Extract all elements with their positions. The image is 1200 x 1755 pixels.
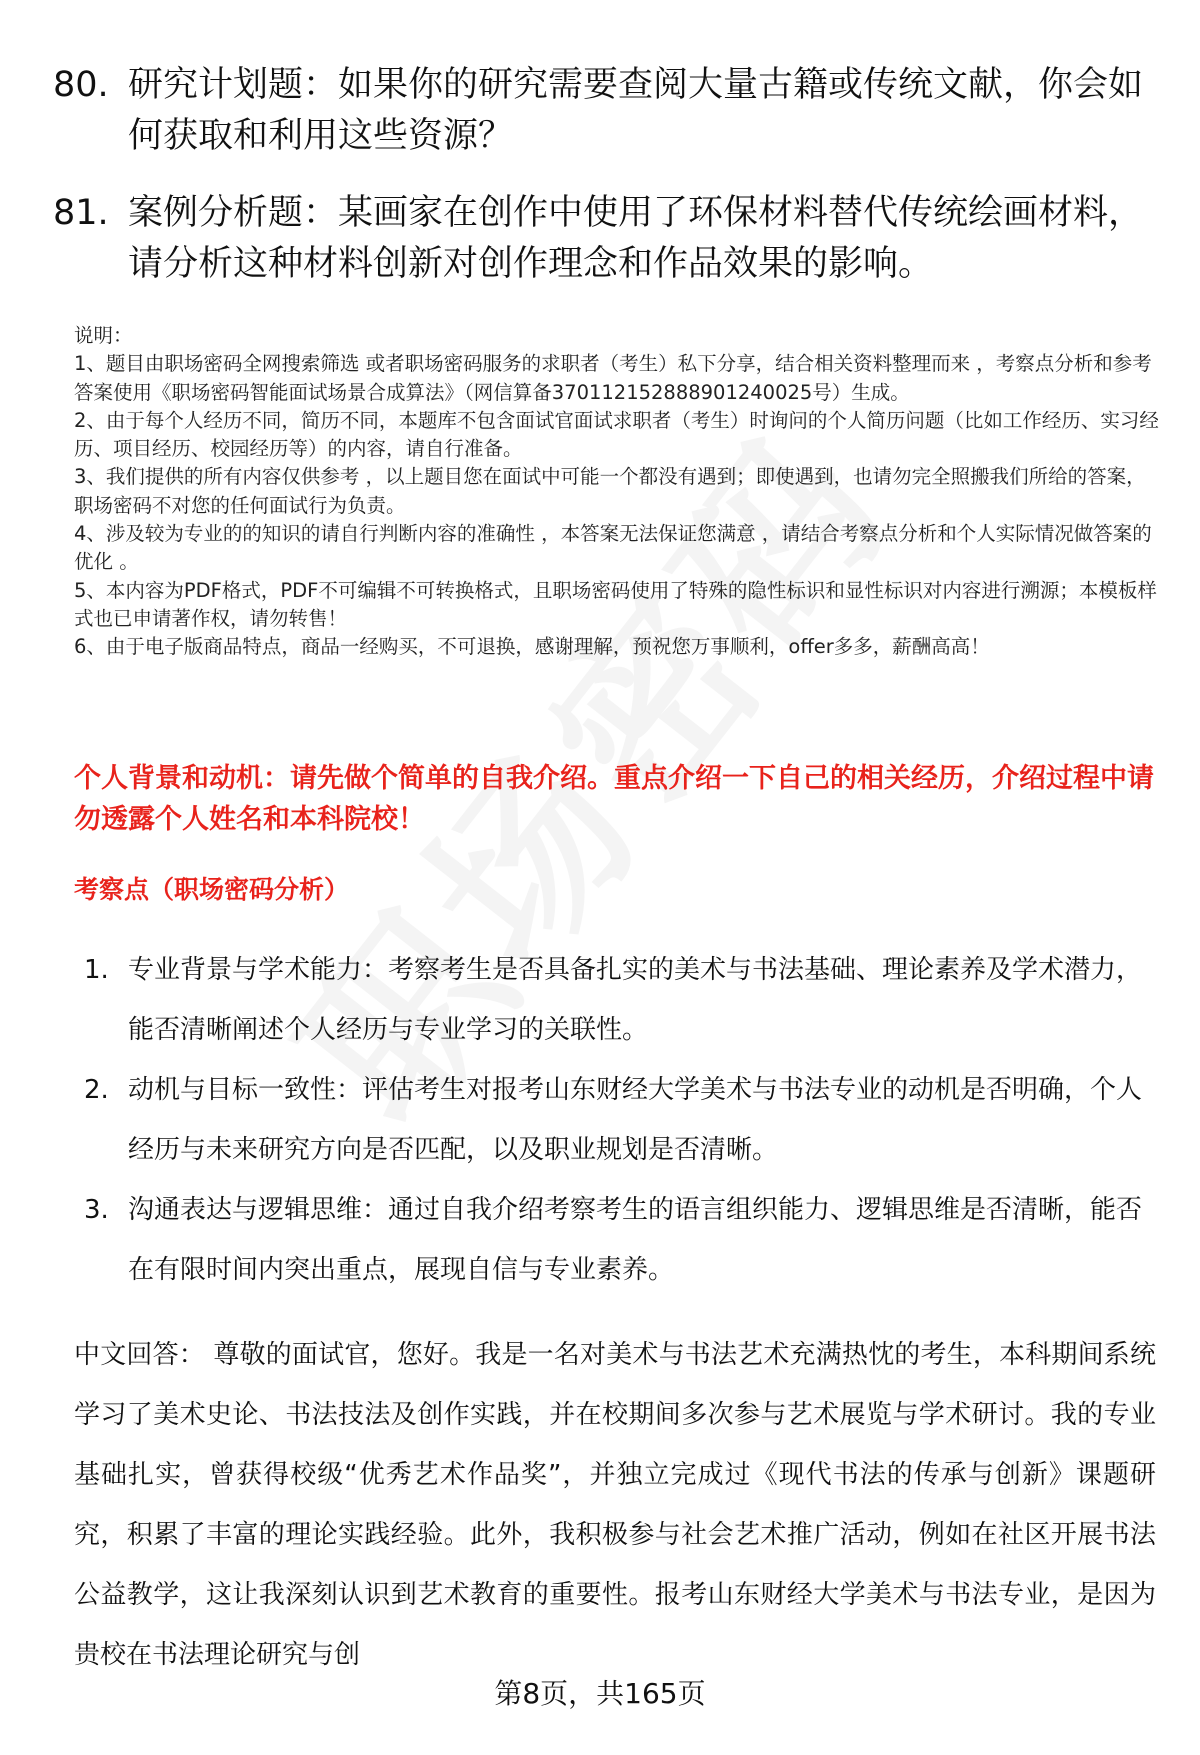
analysis-point: [84, 940, 1154, 1060]
point-text: 专业背景与学术能力：考察考生是否具备扎实的美术与书法基础、理论素养及学术潜力，能否清晰阐述个人经历与专业学习的关联性。: [128, 955, 1143, 1045]
question-80: [53, 60, 1153, 162]
analysis-list: [84, 940, 1154, 1300]
point-number: 2.: [84, 1075, 109, 1105]
page-number: 第8页，共165页: [494, 1677, 706, 1710]
question-number: 81.: [53, 193, 109, 233]
note-item: 1、题目由职场密码全网搜索筛选 或者职场密码服务的求职者（考生）私下分享，结合相关资料整理而来 ，考察点分析和参考答案使用《职场密码智能面试场景合成算法》（网信算备370112152888901240025号）生成。: [74, 352, 1152, 404]
point-text: 沟通表达与逻辑思维：通过自我介绍考察考生的语言组织能力、逻辑思维是否清晰，能否在有限时间内突出重点，展现自信与专业素养。: [128, 1195, 1143, 1285]
answer-paragraph: [74, 1325, 1156, 1685]
notes-section: [74, 322, 1159, 662]
point-number: 3.: [84, 1195, 109, 1225]
note-item: 3、我们提供的所有内容仅供参考 ，以上题目您在面试中可能一个都没有遇到；即使遇到，也请勿完全照搬我们所给的答案，职场密码不对您的任何面试行为负责。: [74, 465, 1146, 517]
section-heading: 个人背景和动机：请先做个简单的自我介绍。重点介绍一下自己的相关经历，介绍过程中请勿透露个人姓名和本科院校！: [74, 763, 1154, 835]
note-item: 4、涉及较为专业的的知识的请自行判断内容的准确性 ，本答案无法保证您满意 ，请结合考察点分析和个人实际情况做答案的优化 。: [74, 522, 1152, 574]
point-number: 1.: [84, 955, 109, 985]
note-item: 6、由于电子版商品特点，商品一经购买，不可退换，感谢理解，预祝您万事顺利，offer多多，薪酬高高！: [74, 635, 990, 659]
point-text: 动机与目标一致性：评估考生对报考山东财经大学美术与书法专业的动机是否明确，个人经历与未来研究方向是否匹配，以及职业规划是否清晰。: [128, 1075, 1143, 1165]
answer-label: 中文回答：: [74, 1340, 205, 1370]
analysis-heading: 考察点（职场密码分析）: [74, 875, 350, 904]
answer-text: 尊敬的面试官，您好。我是一名对美术与书法艺术充满热忱的考生，本科期间系统学习了美术史论、书法技法及创作实践，并在校期间多次参与艺术展览与学术研讨。我的专业基础扎实，曾获得校级“优秀艺术作品奖”，并独立完成过《现代书法的传承与创新》课题研究，积累了丰富的理论实践经验。此外，我积极参与社会艺术推广活动，例如在社区开展书法公益教学，这让我深刻认识到艺术教育的重要性。报考山东财经大学美术与书法专业，是因为贵校在书法理论研究与创: [74, 1340, 1156, 1670]
question-81: [53, 188, 1153, 290]
question-number: 80.: [53, 65, 109, 105]
analysis-point: [84, 1180, 1154, 1300]
question-text: 案例分析题：某画家在创作中使用了环保材料替代传统绘画材料，请分析这种材料创新对创作理念和作品效果的影响。: [128, 193, 1144, 284]
notes-title: 说明：: [74, 324, 133, 347]
note-item: 2、由于每个人经历不同，简历不同，本题库不包含面试官面试求职者（考生）时询问的个人简历问题（比如工作经历、实习经历、项目经历、校园经历等）的内容，请自行准备。: [74, 408, 1159, 461]
analysis-point: [84, 1060, 1154, 1180]
question-text: 研究计划题：如果你的研究需要查阅大量古籍或传统文献，你会如何获取和利用这些资源？: [128, 65, 1144, 156]
note-item: 5、本内容为PDF格式，PDF不可编辑不可转换格式，且职场密码使用了特殊的隐性标识和显性标识对内容进行溯源；本模板样式也已申请著作权，请勿转售！: [74, 578, 1157, 630]
